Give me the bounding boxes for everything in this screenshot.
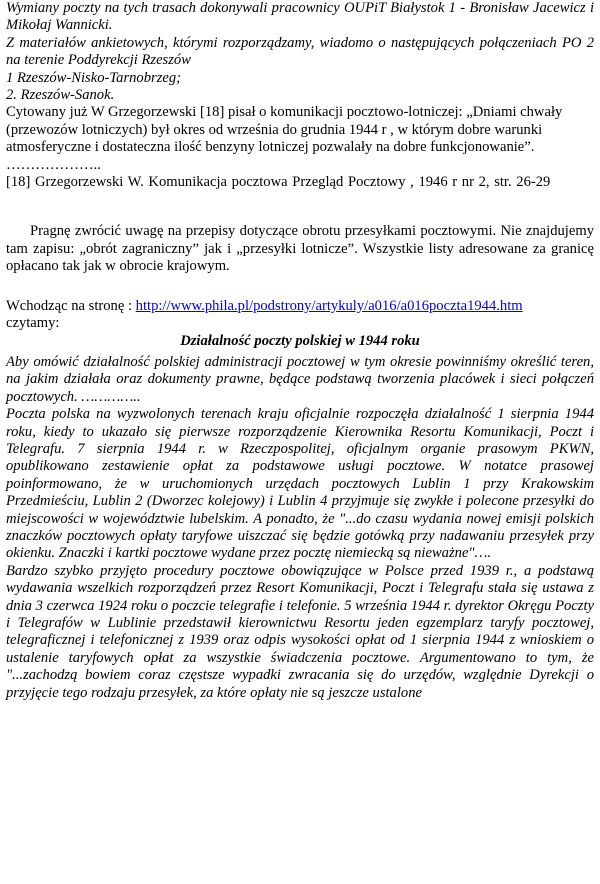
article-paragraph-2: Poczta polska na wyzwolonych terenach kraju oficjalnie rozpoczęła działalność 1 sierpnia 1944 roku, kiedy to ukazało się pierwsze rozporządzenie Kierownika Resortu Komunikacji, Poczt i Telegrafu. 7 sierpnia 1944 r. w Rzeczpospolitej, oficjalnym organie prasowym PKWN, opublikowano zestawienie opłat za podstawowe usługi pocztowe. W notatce prasowej poinformowano, że w uruchomionych urzędach pocztowych Lublin 1 przy Krakowskim Przedmieściu, Lublin 2 (Dworzec kolejowy) i Lublin 4 przyjmuje się zwykłe i polecone przesyłki do miejscowości w województwie lubelskim. A ponadto, że "...do czasu wydania nowej emisji polskich znaczków pocztowych opłaty taryfowe uiszczać się będzie gotówką przy nadawaniu przesyłek przy okienku. Znaczki i kartki pocztowe wydane przez pocztę niemiecką są nieważne"…. xyxy=(6,406,594,562)
ellipsis-separator: ……………….. xyxy=(6,156,101,173)
footnote-reference: [18] Grzegorzewski W. Komunikacja pocztowa Przegląd Pocztowy , 1946 r nr 2, str. 26-29 xyxy=(6,174,551,191)
intro-paragraph-1: Wymiany poczty na tych trasach dokonywali pracownicy OUPiT Białystok 1 - Bronisław Jacewicz i Mikołaj Wannicki. xyxy=(6,0,594,34)
regulations-paragraph: Pragnę zwrócić uwagę na przepisy dotyczące obrotu przesyłkami pocztowymi. Nie znajdujemy tam zapisu: „obrót zagraniczny” jak i „przesyłki lotnicze”. Wszystkie listy adresowane za granicę opłacano tak jak w obrocie krajowym. xyxy=(6,223,594,275)
article-paragraph-3: Bardzo szybko przyjęto procedury pocztowe obowiązujące w Polsce przed 1939 r., a podstawą wydawania wszelkich rozporządzeń przez Resort Komunikacji, Poczt i Telegrafu stała się ustawa z dnia 3 czerwca 1924 roku o poczcie telegrafie i telefonie. 5 września 1944 r. dyrektor Okręgu Poczty i Telegrafów w Lublinie przedstawił kierownictwu Resortu jeden egzemplarz taryfy pocztowej, telegraficznej i telefonicznej z 1939 oraz odpis wysokości opłat od 1 sierpnia 1944 z wnioskiem o ustalenie taryfowych opłat za wszystkie świadczenia pocztowe. Argumentowano to tym, że "...zachodzą bowiem coraz częstsze wypadki zwracania się do urzędów, względnie Dyrekcji o przyjęcie tego rodzaju przesyłek, za które opłaty nie są jeszcze ustalone xyxy=(6,562,594,701)
spacer xyxy=(6,276,594,298)
source-after-text: czytamy: xyxy=(6,315,60,332)
source-line xyxy=(6,298,594,315)
route-item-1: 1 Rzeszów-Nisko-Tarnobrzeg; xyxy=(6,69,182,86)
quote-paragraph: Cytowany już W Grzegorzewski [18] pisał o komunikacji pocztowo-lotniczej: „Dniami chwały (przewozów lotniczych) był okres od września do grudnia 1944 r , w którym dobre warunki atmosferyczne i dostateczna ilość benzyny lotniczej pozwalały na dobre funkcjonowanie”. xyxy=(6,104,563,156)
spacer xyxy=(6,213,594,223)
source-lead-text: Wchodząc na stronę : xyxy=(6,297,136,314)
article-heading: Działalność poczty polskiej w 1944 roku xyxy=(180,332,420,349)
article-paragraph-1: Aby omówić działalność polskiej administracji pocztowej w tym okresie powinniśmy określić teren, na jakim działała oraz dokumenty prawne, będące podstawą tworzenia placówek i sieci połączeń pocztowych. ………….. xyxy=(6,353,594,405)
route-item-2: 2. Rzeszów-Sanok. xyxy=(6,87,115,104)
intro-paragraph-2: Z materiałów ankietowych, którymi rozporządzamy, wiadomo o następujących połączeniach PO 2 na terenie Poddyrekcji Rzeszów xyxy=(6,34,594,69)
spacer xyxy=(6,191,594,213)
source-url-link[interactable]: http://www.phila.pl/podstrony/artykuly/a016/a016poczta1944.htm xyxy=(135,297,523,314)
